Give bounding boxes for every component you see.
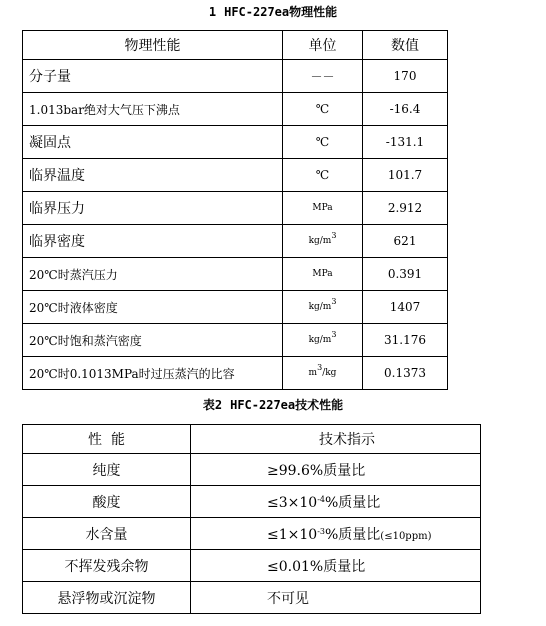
table-row (23, 486, 481, 518)
table-row (23, 192, 448, 225)
spec-text: %质量比 (324, 526, 381, 543)
table2-caption (0, 398, 546, 412)
table-row (23, 550, 481, 582)
spec-cell: ≥99.6%质量比 (191, 454, 481, 486)
table1-header-row (23, 31, 448, 60)
value-cell: 0.1373 (363, 357, 448, 390)
spec-suffix: (≤10ppm) (380, 530, 432, 542)
value-cell: -16.4 (363, 93, 448, 126)
value-cell: 31.176 (363, 324, 448, 357)
value-cell: 621 (363, 225, 448, 258)
header-value: 数值 (363, 31, 448, 60)
table-row (23, 291, 448, 324)
unit-cell: －－ (283, 60, 363, 93)
table-row (23, 454, 481, 486)
property-cell: 临界温度 (23, 159, 283, 192)
table-row (23, 60, 448, 93)
value-cell: 101.7 (363, 159, 448, 192)
spec-superscript: -4 (317, 494, 325, 504)
header-unit: 单位 (283, 31, 363, 60)
table2-header-row (23, 425, 481, 454)
table-row (23, 518, 481, 550)
table-row (23, 225, 448, 258)
value-cell: -131.1 (363, 126, 448, 159)
spec-superscript: -3 (317, 526, 325, 536)
table-row (23, 582, 481, 614)
table1-number: 1 (208, 5, 217, 19)
property-cell: 20℃时蒸汽压力 (23, 258, 283, 291)
unit-text: kg/m (308, 302, 332, 312)
table1-title: HFC-227ea物理性能 (224, 5, 338, 19)
unit-cell: ℃ (283, 93, 363, 126)
unit-cell: MPa (283, 258, 363, 291)
table1-caption (0, 5, 546, 19)
property-cell: 悬浮物或沉淀物 (23, 582, 191, 614)
property-cell: 20℃时液体密度 (23, 291, 283, 324)
property-cell: 临界密度 (23, 225, 283, 258)
unit-cell (283, 324, 363, 357)
value-cell: 2.912 (363, 192, 448, 225)
unit-cell: MPa (283, 192, 363, 225)
technical-properties-table (22, 424, 481, 614)
spec-cell (191, 486, 481, 518)
header-spec: 技术指示 (191, 425, 481, 454)
unit-superscript: 3 (317, 363, 323, 372)
unit-superscript: 3 (331, 297, 337, 306)
unit-cell (283, 225, 363, 258)
property-cell: 凝固点 (23, 126, 283, 159)
property-cell: 20℃时0.1013MPa时过压蒸汽的比容 (23, 357, 283, 390)
spec-prefix: ≤3×10 (267, 494, 318, 511)
property-cell: 临界压力 (23, 192, 283, 225)
property-cell: 不挥发残余物 (23, 550, 191, 582)
spec-text: %质量比 (324, 494, 381, 511)
table-row (23, 93, 448, 126)
table-row (23, 324, 448, 357)
table-row (23, 258, 448, 291)
unit-text: /kg (322, 368, 337, 378)
property-cell: 纯度 (23, 454, 191, 486)
value-cell: 0.391 (363, 258, 448, 291)
table2-number: 表2 (202, 398, 223, 412)
unit-text: kg/m (308, 335, 332, 345)
table2-title: HFC-227ea技术性能 (230, 398, 344, 412)
header-property: 物理性能 (23, 31, 283, 60)
spec-prefix: ≤1×10 (267, 526, 318, 543)
spec-cell (191, 518, 481, 550)
unit-cell: ℃ (283, 159, 363, 192)
unit-cell: ℃ (283, 126, 363, 159)
property-cell: 水含量 (23, 518, 191, 550)
table-row (23, 159, 448, 192)
unit-superscript: 3 (331, 330, 337, 339)
physical-properties-table (22, 30, 448, 390)
property-cell: 1.013bar绝对大气压下沸点 (23, 93, 283, 126)
value-cell: 1407 (363, 291, 448, 324)
property-cell: 20℃时饱和蒸汽密度 (23, 324, 283, 357)
table-row (23, 126, 448, 159)
unit-cell (283, 291, 363, 324)
unit-cell (283, 357, 363, 390)
unit-text: kg/m (308, 236, 332, 246)
spec-cell: ≤0.01%质量比 (191, 550, 481, 582)
header-property: 性 能 (23, 425, 191, 454)
value-cell: 170 (363, 60, 448, 93)
unit-prefix: m (308, 368, 318, 378)
table-row (23, 357, 448, 390)
property-cell: 分子量 (23, 60, 283, 93)
unit-superscript: 3 (331, 231, 337, 240)
property-cell: 酸度 (23, 486, 191, 518)
spec-cell: 不可见 (191, 582, 481, 614)
